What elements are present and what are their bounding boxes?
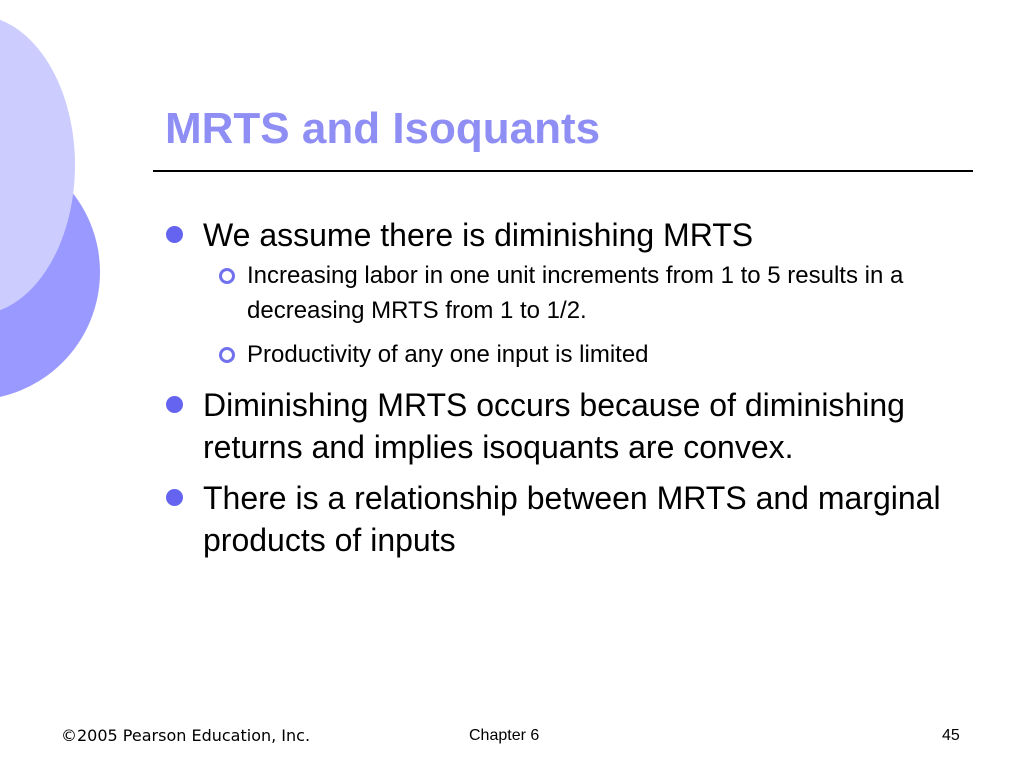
bullet-item [165,384,945,468]
footer-copyright: ©2005 Pearson Education, Inc. [61,726,311,745]
filled-circle-bullet-icon [166,226,183,243]
footer-chapter: Chapter 6 [469,727,540,744]
slide-body [165,214,945,561]
slide-number: 45 [942,727,960,744]
filled-circle-bullet-icon [166,489,183,506]
title-divider [153,170,973,172]
bullet-text: We assume there is diminishing MRTS [203,217,754,253]
filled-circle-bullet-icon [166,396,183,413]
bullet-item [165,477,945,561]
sub-bullet-text: Productivity of any one input is limited [247,341,649,368]
bullet-text: There is a relationship between MRTS and marginal products of inputs [203,480,941,558]
sub-bullet-item [165,337,945,372]
hollow-circle-bullet-icon [219,268,235,284]
slide-title: MRTS and Isoquants [165,104,601,153]
hollow-circle-bullet-icon [219,347,235,363]
bullet-text: Diminishing MRTS occurs because of diminishing returns and implies isoquants are convex. [203,387,905,465]
bullet-item [165,214,945,256]
sub-bullet-item [165,258,945,328]
sub-bullet-text: Increasing labor in one unit increments from 1 to 5 results in a decreasing MRTS from 1 to 1/2. [247,262,904,324]
